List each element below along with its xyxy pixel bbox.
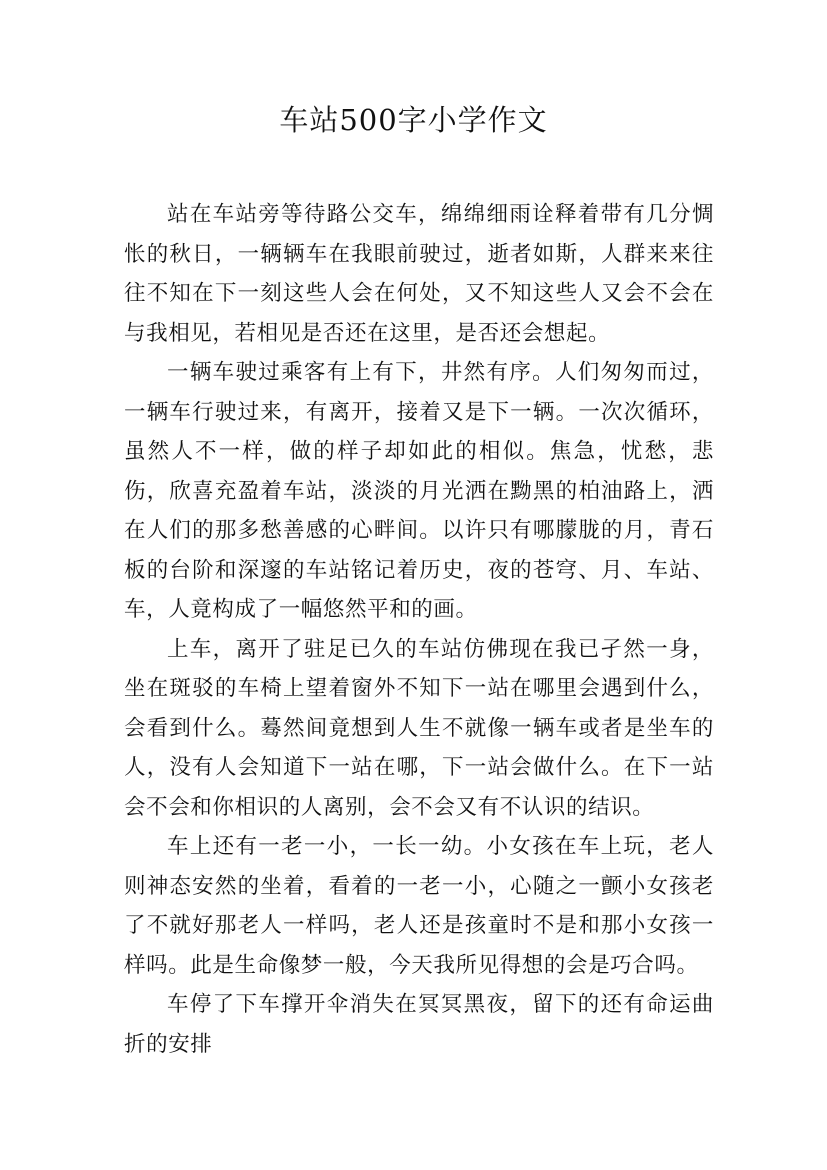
essay-paragraph: 上车，离开了驻足已久的车站仿佛现在我已孑然一身，坐在斑驳的车椅上望着窗外不知下一站在哪里会遇到什么，会看到什么。蓦然间竟想到人生不就像一辆车或者是坐车的人，没有人会知道下一站在哪，下一站会做什么。在下一站会不会和你相识的人离别，会不会又有不认识的结识。: [124, 636, 714, 820]
essay-body: [124, 195, 714, 1064]
essay-paragraph: 站在车站旁等待路公交车，绵绵细雨诠释着带有几分惆怅的秋日，一辆辆车在我眼前驶过，逝者如斯，人群来来往往不知在下一刻这些人会在何处，又不知这些人又会不会在与我相见，若相见是否还在这里，是否还会想起。: [124, 202, 714, 346]
essay-paragraph: 一辆车驶过乘客有上有下，井然有序。人们匆匆而过，一辆车行驶过来，有离开，接着又是下一辆。一次次循环，虽然人不一样，做的样子却如此的相似。焦急，忧愁，悲伤，欣喜充盈着车站，淡淡的月光洒在黝黑的柏油路上，洒在人们的那多愁善感的心畔间。以许只有哪朦胧的月，青石板的台阶和深邃的车站铭记着历史，夜的苍穹、月、车站、车，人竟构成了一幅悠然平和的画。: [124, 360, 714, 622]
essay-paragraph: 车停了下车撑开伞消失在冥冥黑夜，留下的还有命运曲折的安排: [124, 992, 714, 1057]
essay-paragraph: 车上还有一老一小，一长一幼。小女孩在车上玩，老人则神态安然的坐着，看着的一老一小，心随之一颤小女孩老了不就好那老人一样吗，老人还是孩童时不是和那小女孩一样吗。此是生命像梦一般，今天我所见得想的会是巧合吗。: [124, 834, 714, 978]
document-title: 车站500字小学作文: [279, 103, 548, 137]
